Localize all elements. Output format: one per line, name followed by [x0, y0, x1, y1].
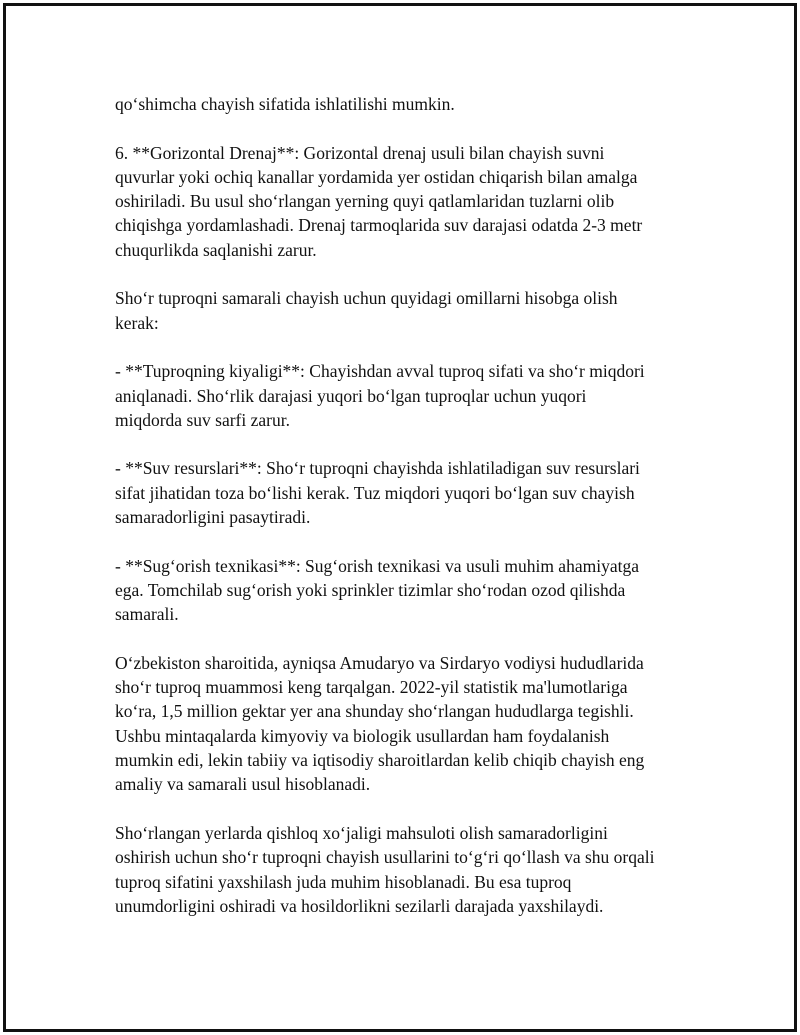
paragraph-horizontal-drainage: 6. **Gorizontal Drenaj**: Gorizontal drenaj usuli bilan chayish suvni quvurlar yoki ochiq kanallar yordamida yer ostidan chiqarish bilan amalga oshiriladi. Bu usul sho‘rlangan yerning quyi qatlamlaridan tuzlarni olib chiqishga yordamlashadi. Drenaj tarmoqlarida suv darajasi odatda 2-3 metr chuqurlikda saqlanishi zarur. [115, 142, 643, 260]
paragraph-water-resources: - **Suv resurslari**: Sho‘r tuproqni chayishda ishlatiladigan suv resurslari sifat jihatidan toza bo‘lishi kerak. Tuz miqdori yuqori bo‘lgan suv chayish samaradorligini pasaytiradi. [115, 458, 640, 528]
paragraph-uzbekistan-conditions: O‘zbekiston sharoitida, ayniqsa Amudaryo va Sirdaryo vodiysi hududlarida sho‘r tuproq muammosi keng tarqalgan. 2022-yil statistik ma'lumotlariga ko‘ra, 1,5 million gektar yer ana shunday sho‘rlangan hududlarga tegishli. Ushbu mintaqalarda kimyoviy va biologik usullardan ham foydalanish mumkin edi, lekin tabiiy va iqtisodiy sharoitlardan kelib chiqib chayish eng amaliy va samarali usul hisoblanadi. [115, 652, 645, 795]
paragraph-conclusion: Sho‘rlangan yerlarda qishloq xo‘jaligi mahsuloti olish samaradorligini oshirish uchun sho‘r tuproqni chayish usullarini to‘g‘ri qo‘llash va shu orqali tuproq sifatini yaxshilash juda muhim hisoblanadi. Bu esa tuproq unumdorligini oshiradi va hosildorlikni sezilarli darajada yaxshilaydi. [115, 822, 655, 916]
document-body [115, 92, 695, 942]
paragraph-soil-slope: - **Tuproqning kiyaligi**: Chayishdan avval tuproq sifati va sho‘r miqdori aniqlanadi. Sho‘rlik darajasi yuqori bo‘lgan tuproqlar uchun yuqori miqdorda suv sarfi zarur. [115, 361, 645, 430]
paragraph-continuation: qo‘shimcha chayish sifatida ishlatilishi mumkin. [115, 94, 455, 114]
paragraph-factors-intro: Sho‘r tuproqni samarali chayish uchun quyidagi omillarni hisobga olish kerak: [115, 288, 618, 333]
paragraph-irrigation-technique: - **Sug‘orish texnikasi**: Sug‘orish texnikasi va usuli muhim ahamiyatga ega. Tomchilab sug‘orish yoki sprinkler tizimlar sho‘rodan ozod qilishda samarali. [115, 555, 639, 625]
